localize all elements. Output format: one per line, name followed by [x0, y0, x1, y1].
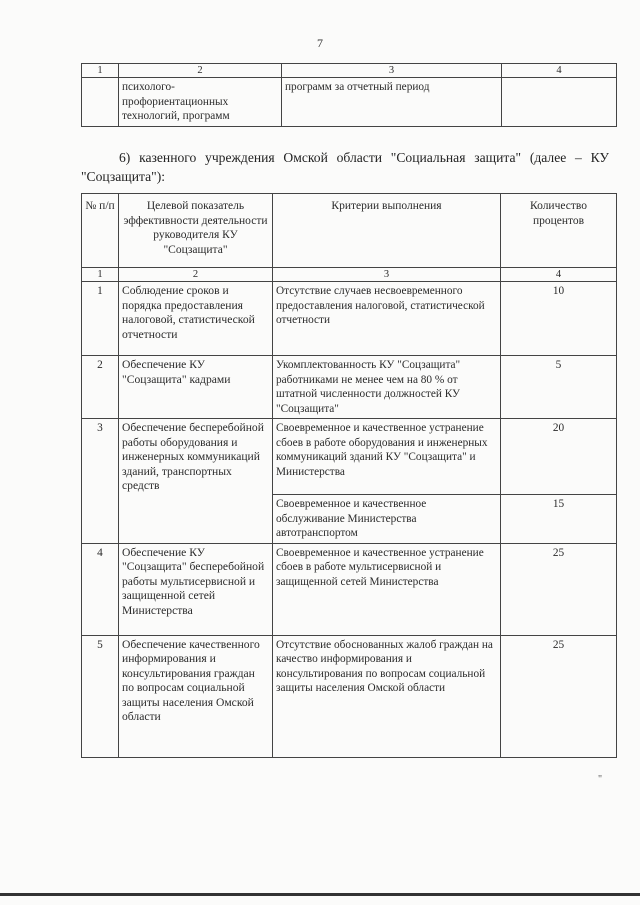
row-indicator: Обеспечение качественного информирования и консультирования граждан по вопросам социальной защиты населения Омской области [119, 635, 273, 757]
row-criterion: Своевременное и качественное устранение сбоев в работе мультисервисной и защищенной сетей Министерства [273, 543, 501, 635]
column-number: 2 [119, 64, 282, 78]
row-number: 1 [82, 282, 119, 356]
column-number: 2 [119, 268, 273, 282]
row-criterion: Отсутствие обоснованных жалоб граждан на качество информирования и консультирования по вопросам социальной защиты населения Омской области [273, 635, 501, 757]
column-number: 3 [282, 64, 502, 78]
row-percent: 20 [501, 419, 617, 495]
row-percent: 10 [501, 282, 617, 356]
column-number: 4 [501, 268, 617, 282]
column-number: 1 [82, 268, 119, 282]
row-indicator: Обеспечение КУ "Соцзащита" кадрами [119, 356, 273, 419]
continued-table [81, 63, 617, 127]
header-number: № п/п [82, 194, 119, 268]
row-criterion: Укомплектованность КУ "Соцзащита" работниками не менее чем на 80 % от штатной численности должностей КУ "Соцзащита" [273, 356, 501, 419]
row-indicator: Соблюдение сроков и порядка предоставления налоговой, статистической отчетности [119, 282, 273, 356]
column-number: 1 [82, 64, 119, 78]
row-criterion: Своевременное и качественное устранение сбоев в работе оборудования и инженерных коммуникаций зданий КУ "Соцзащита" и Министерства [273, 419, 501, 495]
row-percent: 5 [501, 356, 617, 419]
row-number: 2 [82, 356, 119, 419]
scan-edge-divider [0, 893, 640, 896]
row-percent: 15 [501, 495, 617, 544]
table-cell [502, 78, 617, 127]
header-indicator: Целевой показатель эффективности деятельности руководителя КУ "Соцзащита" [119, 194, 273, 268]
row-criterion: Своевременное и качественное обслуживание Министерства автотранспортом [273, 495, 501, 544]
column-number: 4 [502, 64, 617, 78]
row-indicator: Обеспечение КУ "Соцзащита" бесперебойной работы мультисервисной и защищенной сетей Министерства [119, 543, 273, 635]
table-cell [82, 78, 119, 127]
row-number: 5 [82, 635, 119, 757]
page-number: 7 [317, 36, 323, 50]
table-row [82, 635, 617, 757]
column-number: 3 [273, 268, 501, 282]
row-indicator: Обеспечение бесперебойной работы оборудования и инженерных коммуникаций зданий, транспортных средств [119, 419, 273, 544]
header-criteria: Критерии выполнения [273, 194, 501, 268]
table-row [82, 419, 617, 495]
table-row [82, 543, 617, 635]
section-heading: 6) казенного учреждения Омской области "Социальная защита" (далее – КУ "Соцзащита"): [81, 150, 609, 184]
row-percent: 25 [501, 543, 617, 635]
closing-quote-mark: " [598, 774, 603, 785]
row-number: 4 [82, 543, 119, 635]
indicators-table [81, 193, 617, 758]
row-percent: 25 [501, 635, 617, 757]
table-row [82, 282, 617, 356]
row-number: 3 [82, 419, 119, 544]
row-criterion: Отсутствие случаев несвоевременного предоставления налоговой, статистической отчетности [273, 282, 501, 356]
header-percent: Количество процентов [501, 194, 617, 268]
table-cell: психолого-профориентационных технологий, программ [119, 78, 282, 127]
table-row [82, 356, 617, 419]
table-cell: программ за отчетный период [282, 78, 502, 127]
